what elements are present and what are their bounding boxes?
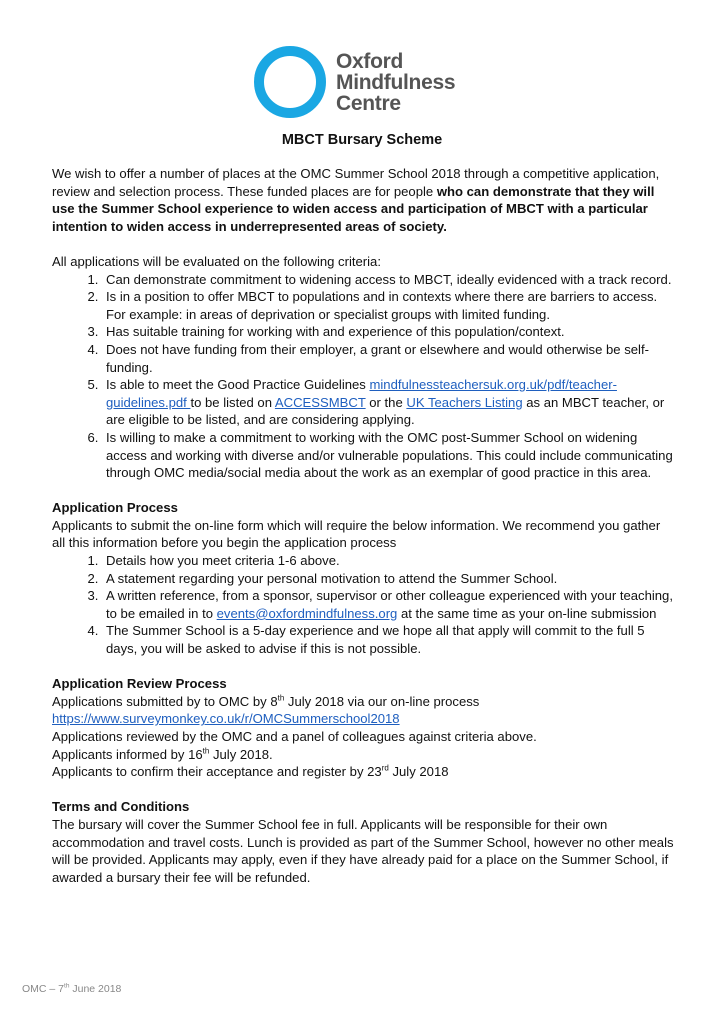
logo-line-3: Centre — [336, 92, 401, 115]
events-email-link[interactable]: events@oxfordmindfulness.org — [216, 605, 398, 621]
review-heading — [52, 675, 674, 693]
terms-heading — [52, 798, 674, 816]
review-line-1 — [52, 693, 674, 711]
criteria-5-text-c: or the — [365, 394, 407, 410]
logo-line-1: Oxford — [336, 50, 404, 73]
application-item-2: 2. A statement regarding your personal motivation to attend the Summer School. — [102, 570, 674, 588]
review-heading-text: Application Review Process — [52, 676, 227, 692]
review-4-text-b: July 2018. — [209, 746, 273, 762]
terms-heading-text: Terms and Conditions — [52, 799, 190, 815]
application-list — [52, 552, 674, 658]
criteria-item-3: 3. Has suitable training for working with and experience of this population/context. — [102, 323, 674, 341]
review-line-5 — [52, 763, 674, 781]
accessmbct-link[interactable]: ACCESSMBCT — [274, 394, 366, 410]
criteria-item-4: 4. Does not have funding from their employer, a grant or elsewhere and would otherwise be self-funding. — [102, 341, 674, 376]
logo-wordmark — [336, 51, 455, 114]
application-item-4: 4. The Summer School is a 5-day experience and we hope all that apply will commit to the full 5 days, you will be asked to advise if this is not possible. — [102, 622, 674, 657]
guidelines-link[interactable]: mindfulnessteachersuk.org.uk/pdf/teacher-guidelines.pdf — [106, 377, 617, 410]
review-line-3: Applications reviewed by the OMC and a panel of colleagues against criteria above. — [52, 729, 537, 744]
application-heading — [52, 499, 674, 517]
review-line-2 — [52, 710, 674, 728]
review-line-4 — [52, 746, 674, 764]
footer-sup: th — [64, 982, 70, 990]
page-footer — [22, 983, 121, 995]
page-title: MBCT Bursary Scheme — [281, 132, 443, 148]
intro-bold-text: who can demonstrate that they will use the Summer School experience to widen access and participation of MBCT with a particular intention to widen access in underrepresented areas of society. — [52, 183, 655, 234]
criteria-item-5 — [102, 376, 674, 429]
document-body — [52, 165, 674, 886]
criteria-list — [52, 271, 674, 482]
criteria-lead: All applications will be evaluated on the following criteria: — [52, 253, 381, 269]
review-5-text-b: July 2018 — [388, 764, 449, 780]
review-5-sup: rd — [381, 763, 389, 773]
criteria-5-text-b: to be listed on — [190, 394, 275, 410]
review-4-sup: th — [202, 746, 210, 756]
criteria-item-1: 1. Can demonstrate commitment to widening access to MBCT, ideally evidenced with a track record. — [102, 271, 674, 289]
criteria-item-2: 2. Is in a position to offer MBCT to populations and in contexts where there are barriers to access. For example: in areas of deprivation or specialist groups with limited funding. — [102, 288, 674, 323]
criteria-5-text-d: as an MBCT teacher, or are eligible to be listed, and are considering applying. — [106, 394, 665, 428]
uk-teachers-listing-link[interactable]: UK Teachers Listing — [406, 394, 523, 410]
footer-text-a: OMC – 7 — [22, 983, 65, 995]
application-text: Applicants to submit the on-line form which will require the below information. We recommend you gather all this information before you begin the application process — [52, 517, 661, 551]
surveymonkey-link[interactable]: https://www.surveymonkey.co.uk/r/OMCSummerschool2018 — [52, 711, 400, 727]
review-4-text-a: Applicants informed by 16 — [52, 746, 203, 762]
application-heading-text: Application Process — [52, 500, 178, 516]
intro-paragraph — [52, 165, 674, 235]
intro-text: We wish to offer a number of places at the OMC Summer School 2018 through a competitive application, review and selection process. These funded places are for people — [52, 166, 660, 199]
review-1-sup: th — [277, 693, 285, 703]
application-item-3 — [102, 587, 674, 622]
application-3-text-a: A written reference, from a sponsor, supervisor or other colleague experienced with your teaching, to be emailed in to — [106, 588, 673, 621]
logo-ring-icon — [254, 46, 326, 118]
application-item-1: 1. Details how you meet criteria 1-6 above. — [102, 552, 674, 570]
terms-text: The bursary will cover the Summer School fee in full. Applicants will be responsible for their own accommodation and travel costs. Lunch is provided as part of the Summer School, however no other meals will be provided. Applicants may apply, even if they have already paid for a place on the Summer School, if awarded a bursary their fee will be refunded. — [52, 816, 674, 885]
logo-line-2: Mindfulness — [336, 71, 456, 94]
review-5-text-a: Applicants to confirm their acceptance and register by 23 — [52, 764, 382, 780]
omc-logo — [254, 46, 474, 122]
footer-text-b: June 2018 — [69, 983, 122, 995]
review-1-text-a: Applications submitted by to OMC by 8 — [52, 693, 278, 709]
criteria-5-text-a: Is able to meet the Good Practice Guidelines — [106, 377, 370, 393]
application-3-text-b: at the same time as your on-line submission — [397, 605, 657, 621]
review-1-text-b: July 2018 via our on-line process — [284, 693, 480, 709]
criteria-item-6: 6. Is willing to make a commitment to working with the OMC post-Summer School on widening access and working with diverse and/or vulnerable populations. This could include communicating through OMC media/social media about the work as an exemplar of good practice in this area. — [102, 429, 674, 482]
